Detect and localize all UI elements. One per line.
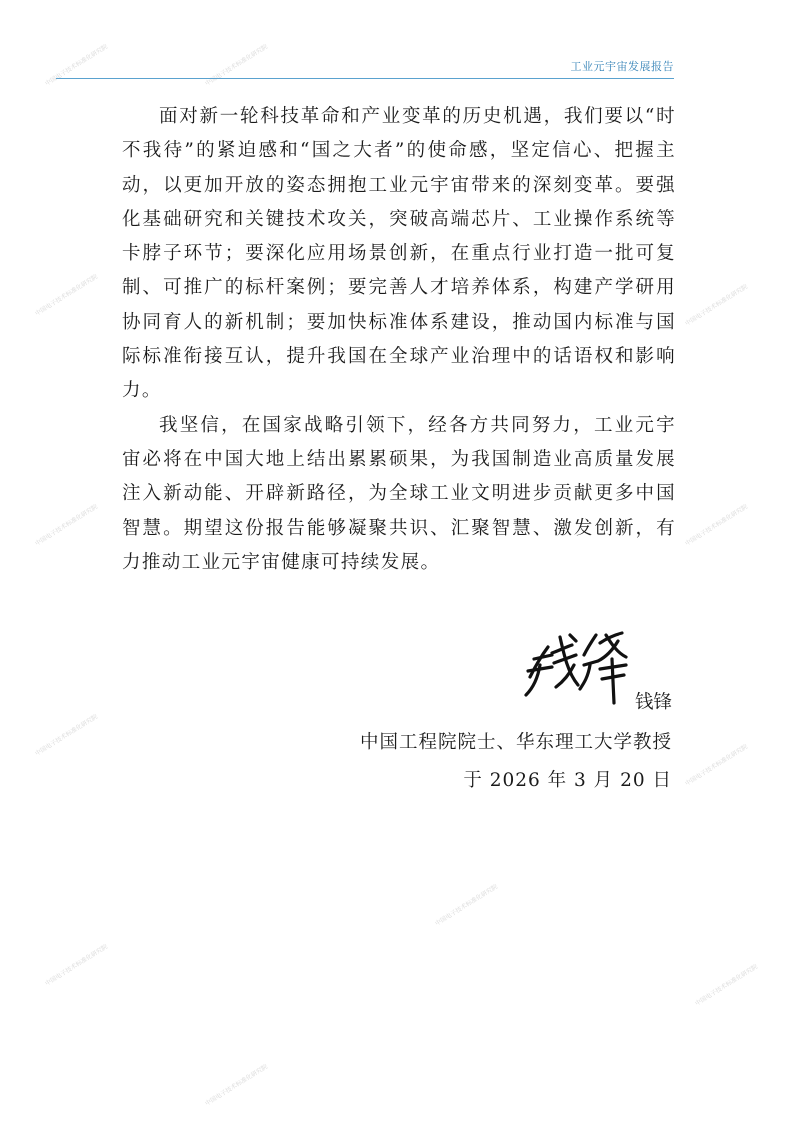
header-title: 工业元宇宙发展报告 xyxy=(570,60,674,73)
watermark-text: 中国电子技术标准化研究院 xyxy=(684,283,749,328)
handwritten-signature xyxy=(522,625,632,705)
watermark-text: 中国电子技术标准化研究院 xyxy=(694,963,759,1008)
watermark-text: 中国电子技术标准化研究院 xyxy=(44,943,109,988)
watermark-text: 中国电子技术标准化研究院 xyxy=(34,503,99,548)
watermark-text: 中国电子技术标准化研究院 xyxy=(204,1063,269,1108)
watermark-text: 中国电子技术标准化研究院 xyxy=(204,43,269,88)
watermark-text: 中国电子技术标准化研究院 xyxy=(434,883,499,928)
signature-date: 于 2026 年 3 月 20 日 xyxy=(463,770,672,791)
body-text xyxy=(122,100,676,580)
signatory-title: 中国工程院院士、华东理工大学教授 xyxy=(359,732,672,753)
watermark-text: 中国电子技术标准化研究院 xyxy=(34,273,99,318)
watermark-text: 中国电子技术标准化研究院 xyxy=(684,503,749,548)
watermark-text: 中国电子技术标准化研究院 xyxy=(44,43,109,88)
watermark-text: 中国电子技术标准化研究院 xyxy=(34,713,99,758)
paragraph: 面对新一轮科技革命和产业变革的历史机遇，我们要以“时不我待”的紧迫感和“国之大者”的使命感，坚定信心、把握主动，以更加开放的姿态拥抱工业元宇宙带来的深刻变革。要强化基础研究和关键技术攻关，突破高端芯片、工业操作系统等卡脖子环节；要深化应用场景创新，在重点行业打造一批可复制、可推广的标杆案例；要完善人才培养体系，构建产学研用协同育人的新机制；要加快标准体系建设，推动国内标准与国际标准衔接互认，提升我国在全球产业治理中的话语权和影响力。 xyxy=(122,106,676,402)
signatory-name: 钱锋 xyxy=(634,692,672,713)
paragraph: 我坚信，在国家战略引领下，经各方共同努力，工业元宇宙必将在中国大地上结出累累硕果，为我国制造业高质量发展注入新动能、开辟新路径，为全球工业文明进步贡献更多中国智慧。期望这份报告能够凝聚共识、汇聚智慧、激发创新，有力推动工业元宇宙健康可持续发展。 xyxy=(122,414,676,573)
watermark-text: 中国电子技术标准化研究院 xyxy=(684,743,749,788)
page-header xyxy=(56,52,674,79)
